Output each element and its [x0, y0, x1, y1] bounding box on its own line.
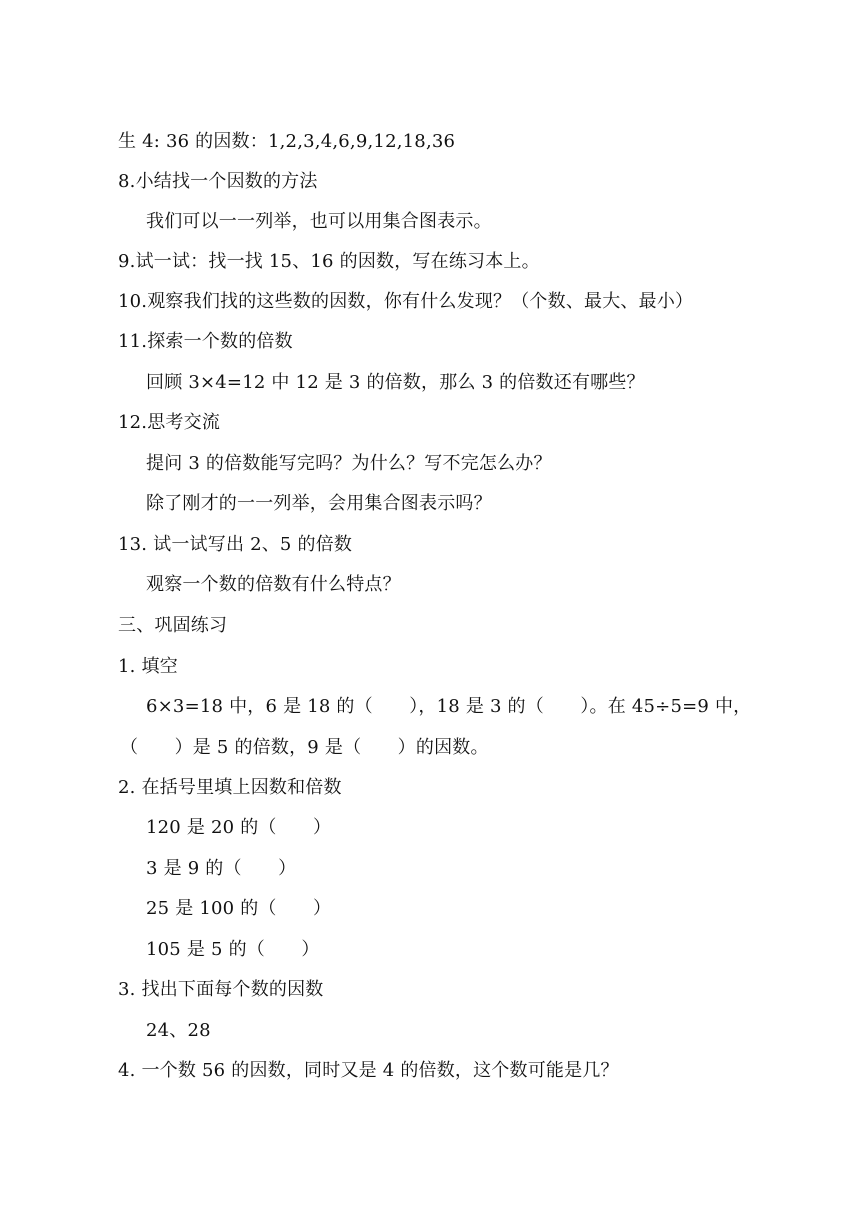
section-12-question-2: 除了刚才的一一列举，会用集合图表示吗？ — [146, 493, 492, 514]
exercise-1-heading: 1. 填空 — [118, 656, 178, 677]
exercise-2-item-2: 3 是 9 的（ ） — [146, 858, 297, 879]
exercise-1-text-line-1: 6×3=18 中，6 是 18 的（ ），18 是 3 的（ ）。在 45÷5=9 中， — [146, 696, 752, 717]
section-10-heading: 10.观察我们找的这些数的因数，你有什么发现？（个数、最大、最小） — [118, 291, 694, 312]
section-8-text: 我们可以一一列举，也可以用集合图表示。 — [146, 211, 492, 232]
exercise-2-item-3: 25 是 100 的（ ） — [146, 898, 332, 919]
section-12-heading: 12.思考交流 — [118, 412, 221, 433]
section-13-heading: 13. 试一试写出 2、5 的倍数 — [118, 534, 353, 555]
part-3-heading: 三、巩固练习 — [118, 615, 228, 636]
section-13-text: 观察一个数的倍数有什么特点？ — [146, 574, 401, 595]
section-8-heading: 8.小结找一个因数的方法 — [118, 171, 318, 192]
exercise-1-text-line-2: （ ）是 5 的倍数，9 是（ ）的因数。 — [120, 737, 489, 758]
exercise-4-heading: 4. 一个数 56 的因数，同时又是 4 的倍数，这个数可能是几？ — [118, 1060, 619, 1081]
section-9-heading: 9.试一试：找一找 15、16 的因数，写在练习本上。 — [118, 251, 540, 272]
exercise-3-heading: 3. 找出下面每个数的因数 — [118, 979, 324, 1000]
exercise-2-item-1: 120 是 20 的（ ） — [146, 817, 332, 838]
exercise-3-numbers: 24、28 — [146, 1020, 211, 1041]
exercise-2-heading: 2. 在括号里填上因数和倍数 — [118, 777, 342, 798]
section-11-heading: 11.探索一个数的倍数 — [118, 331, 293, 352]
section-11-text: 回顾 3×4=12 中 12 是 3 的倍数，那么 3 的倍数还有哪些？ — [146, 372, 645, 393]
student-4-answer: 生 4: 36 的因数：1,2,3,4,6,9,12,18,36 — [118, 131, 456, 152]
section-12-question-1: 提问 3 的倍数能写完吗？为什么？写不完怎么办？ — [146, 453, 552, 474]
exercise-2-item-4: 105 是 5 的（ ） — [146, 939, 320, 960]
